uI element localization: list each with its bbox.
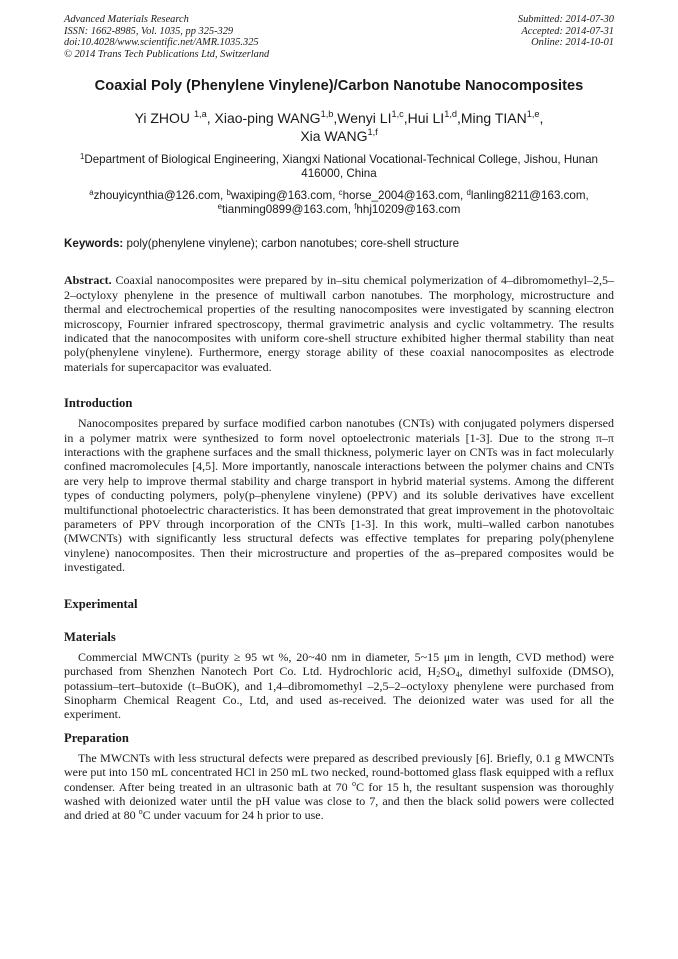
author-name: Xia WANG	[300, 128, 368, 145]
author-list	[64, 109, 614, 145]
affiliation	[64, 153, 614, 181]
author-name: Wenyi LI	[337, 110, 392, 127]
author-affiliation-mark: 1,f	[367, 127, 378, 138]
author-separator: ,	[206, 110, 215, 127]
keywords-text: poly(phenylene vinylene); carbon nanotubes; core-shell structure	[123, 237, 460, 251]
email-mark: b	[226, 188, 231, 198]
email-mark: d	[466, 188, 471, 198]
paper-title: Coaxial Poly (Phenylene Vinylene)/Carbon Nanotube Nanocomposites	[94, 78, 584, 95]
introduction-paragraph: Nanocomposites prepared by surface modified carbon nanotubes (CNTs) with conjugated polymers dispersed in a polymer matrix were synthesized to form novel optoelectronic materials [1-3]. Due to the strong π–π interactions with the graphene surfaces and the small thickness, polymeric layer on CNTs was in fact molecularly confined macromolecules [4,5]. More importantly, nanoscale interactions between the polymer chains and CNTs are very help to improve thermal stability and charge transport in hybrid material systems. Among the different types of conducting polymers, poly(p–phenylene vinylene) (PPV) and its soluble derivatives have excellent multifunctional photoelectric characteristics. It has been demonstrated that great improvement in the photovoltaic parameters of PPV through incorporation of the CNTs [1-3]. In this work, multi–walled carbon nanotubes (MWCNTs) with significantly less structural defects was effective templates for preparing poly(phenylene vinylene) nanocomposites. Then their microstructure and properties of the as–prepared composites would be investigated.	[64, 416, 614, 575]
email-mark: e	[217, 202, 222, 212]
affiliation-mark: 1	[80, 152, 85, 162]
materials-text: SO	[440, 664, 456, 679]
author-name: Xiao-ping WANG	[214, 110, 321, 127]
keywords-label: Keywords:	[64, 237, 124, 251]
email-address: tianming0899@163.com,	[221, 203, 355, 217]
abstract	[64, 273, 614, 374]
keywords	[64, 237, 614, 251]
email-mark: f	[354, 202, 357, 212]
email-address: hhj10209@163.com	[356, 203, 461, 217]
journal-issn: ISSN: 1662-8985, Vol. 1035, pp 325-329	[64, 25, 234, 37]
email-address: waxiping@163.com,	[230, 189, 339, 203]
materials-paragraph	[64, 650, 614, 722]
materials-heading: Materials	[64, 629, 116, 644]
preparation-text: The MWCNTs with less structural defects were prepared as described previously [6]. Briefly, 0.1 g MWCNTs were put into 150 mL concentrated HCl in 250 mL two necked, round-bottomed glass flask equipped with a reflux condenser. After being treated in an ultrasonic bath at 70	[64, 750, 614, 794]
author-affiliation-mark: 1,c	[391, 109, 404, 120]
affiliation-text: Department of Biological Engineering, Xiangxi National Vocational-Technical College, Jishou, Hunan 416000, China	[84, 153, 598, 181]
author-separator: ,	[403, 110, 408, 127]
email-address: zhouyicynthia@126.com,	[93, 189, 227, 203]
author-name: Yi ZHOU	[134, 110, 194, 127]
abstract-text: Coaxial nanocomposites were prepared by in–situ chemical polymerization of 4–dibromomethyl–2,5–2–octyloxy phenylene in the presence of multiwall carbon nanotubes. The morphology, microstructure and thermal and electrochemical properties of the resulting nanocomposites were investigated by scanning electron microscopy, Fournier infrared spectroscopy, thermal gravimetric analysis and cyclic voltammetry. The results indicated that the nanocomposites with uniform core-shell structure exhibited higher thermal stability than neat poly(phenylene vinylene). Furthermore, energy storage ability of these coaxial nanocomposites as electrode materials for supercapacitor was evaluated.	[64, 273, 614, 374]
author-separator: ,	[456, 110, 461, 127]
paper-page	[64, 14, 614, 823]
abstract-label: Abstract.	[64, 273, 112, 288]
author-affiliation-mark: 1,e	[526, 109, 540, 120]
journal-header	[64, 14, 614, 60]
author-name: Ming TIAN	[460, 110, 527, 127]
email-address: lanling8211@163.com,	[470, 189, 589, 203]
online-date: Online: 2014-10-01	[531, 37, 614, 49]
author-separator: ,	[539, 110, 544, 127]
journal-name: Advanced Materials Research	[64, 14, 189, 25]
preparation-paragraph	[64, 751, 614, 823]
author-affiliation-mark: 1,b	[320, 109, 334, 120]
degree-superscript: o	[138, 807, 143, 817]
journal-info	[64, 14, 269, 60]
submitted-date: Submitted: 2014-07-30	[517, 14, 614, 25]
author-name: Hui LI	[407, 110, 445, 127]
author-affiliation-mark: 1,d	[444, 109, 457, 120]
email-address: horse_2004@163.com,	[342, 189, 467, 203]
submission-dates	[518, 14, 614, 60]
degree-superscript: o	[352, 778, 357, 788]
accepted-date: Accepted: 2014-07-31	[521, 25, 614, 37]
introduction-heading: Introduction	[64, 396, 133, 411]
journal-copyright: © 2014 Trans Tech Publications Ltd, Switzerland	[64, 48, 270, 60]
materials-text: Commercial MWCNTs (purity ≥ 95 wt %, 20~40 nm in diameter, 5~15 μm in length, CVD method) were purchased from Shenzhen Nanotech Port Co. Ltd. Hydrochloric acid, H	[64, 649, 614, 679]
subscript: 2	[436, 670, 441, 680]
preparation-text: C for 15 h, the resultant suspension was thoroughly washed with deionized water until the pH value was close to 7, and then the black solid powers were collected and dried at 80	[64, 779, 614, 823]
email-mark: c	[338, 188, 343, 198]
preparation-heading: Preparation	[64, 730, 129, 745]
subscript: 4	[455, 670, 460, 680]
author-affiliation-mark: 1,a	[193, 109, 207, 120]
journal-doi: doi:10.4028/www.scientific.net/AMR.1035.325	[64, 37, 259, 49]
experimental-heading: Experimental	[64, 596, 138, 611]
preparation-text: C under vacuum for 24 h prior to use.	[142, 808, 324, 823]
materials-text: , dimethyl sulfoxide (DMSO), potassium–tert–butoxide (t–BuOK), and 1,4–dibromomethyl –2,5–2–octyloxy phenylene were purchased from Sinopharm Chemical Reagent Co., Ltd, and used as-received. The deionized water was used for all the experiment.	[64, 664, 614, 722]
author-separator: ,	[333, 110, 338, 127]
email-mark: a	[89, 188, 94, 198]
author-emails	[64, 189, 614, 217]
